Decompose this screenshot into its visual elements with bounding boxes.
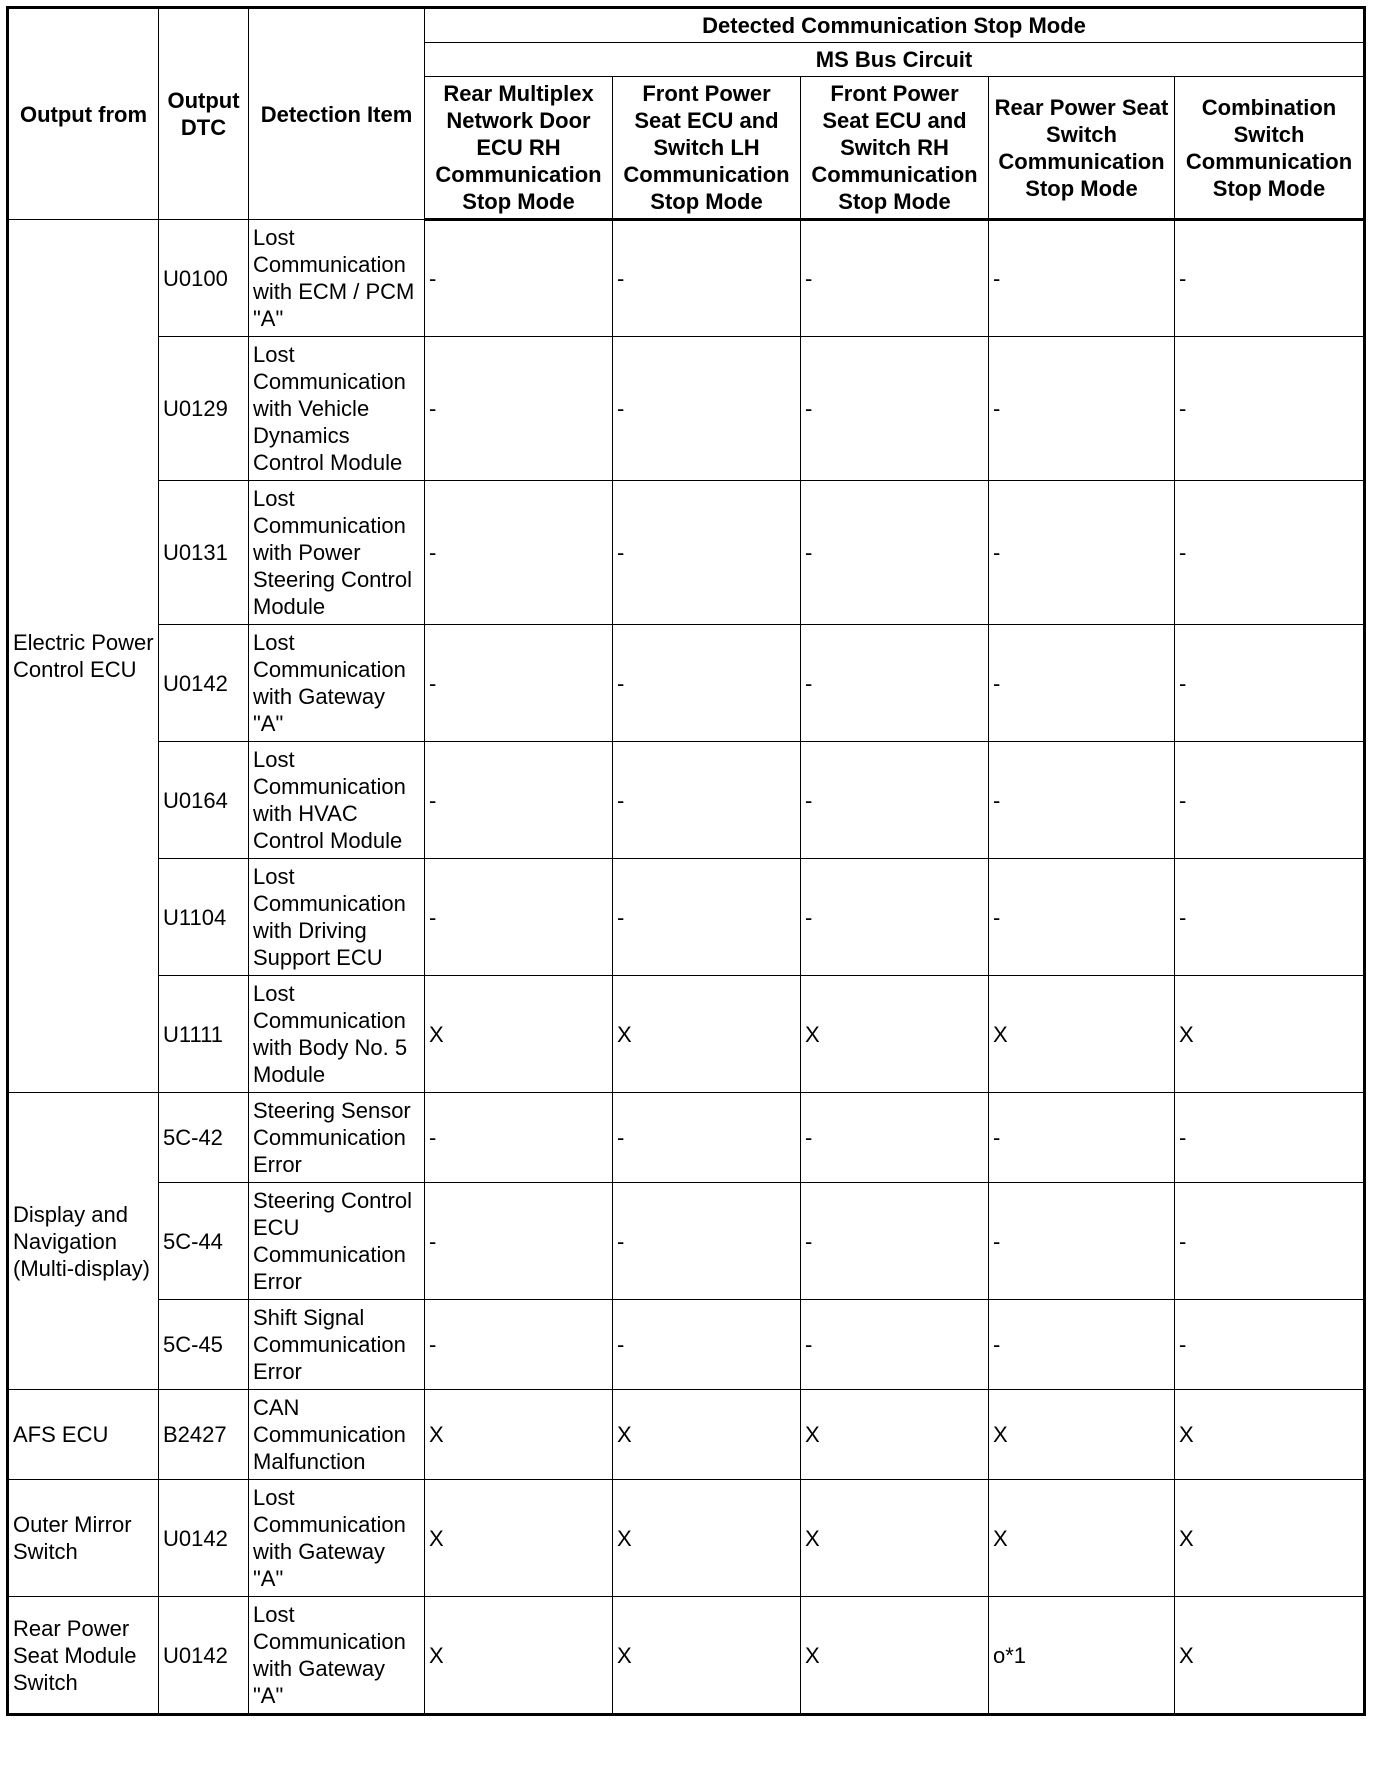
mode-value-cell: X bbox=[425, 1597, 613, 1715]
output-from-cell: Outer Mirror Switch bbox=[8, 1480, 159, 1597]
header-output-from: Output from bbox=[8, 8, 159, 220]
detection-item-cell: Lost Communication with ECM / PCM "A" bbox=[249, 220, 425, 337]
mode-value-cell: - bbox=[613, 337, 801, 481]
table-row bbox=[8, 1093, 1365, 1183]
mode-value-cell: X bbox=[989, 1480, 1175, 1597]
mode-value-cell: - bbox=[1175, 1300, 1365, 1390]
mode-value-cell: - bbox=[1175, 625, 1365, 742]
table-row bbox=[8, 859, 1365, 976]
mode-value-cell: - bbox=[989, 220, 1175, 337]
mode-value-cell: X bbox=[801, 1390, 989, 1480]
mode-value-cell: X bbox=[613, 1597, 801, 1715]
mode-value-cell: - bbox=[425, 1093, 613, 1183]
mode-value-cell: X bbox=[613, 1390, 801, 1480]
mode-value-cell: - bbox=[801, 1300, 989, 1390]
table-row bbox=[8, 220, 1365, 337]
mode-value-cell: o*1 bbox=[989, 1597, 1175, 1715]
detection-item-cell: Lost Communication with Gateway "A" bbox=[249, 1480, 425, 1597]
mode-value-cell: X bbox=[801, 1597, 989, 1715]
mode-value-cell: - bbox=[801, 220, 989, 337]
mode-value-cell: - bbox=[801, 1093, 989, 1183]
mode-value-cell: - bbox=[801, 625, 989, 742]
dtc-code-cell: U0129 bbox=[159, 337, 249, 481]
mode-value-cell: - bbox=[989, 742, 1175, 859]
dtc-code-cell: U0142 bbox=[159, 1597, 249, 1715]
mode-value-cell: - bbox=[613, 859, 801, 976]
mode-value-cell: - bbox=[425, 337, 613, 481]
mode-value-cell: X bbox=[801, 1480, 989, 1597]
mode-value-cell: - bbox=[425, 1183, 613, 1300]
dtc-communication-table bbox=[6, 6, 1366, 1716]
mode-value-cell: - bbox=[613, 1183, 801, 1300]
mode-value-cell: X bbox=[1175, 1597, 1365, 1715]
output-from-cell: Electric Power Control ECU bbox=[8, 220, 159, 1093]
mode-value-cell: - bbox=[425, 859, 613, 976]
mode-value-cell: - bbox=[1175, 742, 1365, 859]
table-row bbox=[8, 1480, 1365, 1597]
mode-value-cell: - bbox=[989, 1093, 1175, 1183]
table-row bbox=[8, 1597, 1365, 1715]
header-detected-mode: Detected Communication Stop Mode bbox=[425, 8, 1365, 43]
table-row bbox=[8, 1183, 1365, 1300]
detection-item-cell: Shift Signal Communication Error bbox=[249, 1300, 425, 1390]
detection-item-cell: Lost Communication with Body No. 5 Module bbox=[249, 976, 425, 1093]
mode-value-cell: - bbox=[801, 337, 989, 481]
header-column: Front Power Seat ECU and Switch RH Communication Stop Mode bbox=[801, 77, 989, 220]
dtc-code-cell: 5C-45 bbox=[159, 1300, 249, 1390]
table-row bbox=[8, 625, 1365, 742]
mode-value-cell: X bbox=[989, 1390, 1175, 1480]
dtc-code-cell: U0142 bbox=[159, 1480, 249, 1597]
mode-value-cell: X bbox=[1175, 1390, 1365, 1480]
mode-value-cell: X bbox=[1175, 976, 1365, 1093]
dtc-code-cell: U0164 bbox=[159, 742, 249, 859]
mode-value-cell: - bbox=[613, 481, 801, 625]
mode-value-cell: X bbox=[425, 1480, 613, 1597]
mode-value-cell: X bbox=[1175, 1480, 1365, 1597]
mode-value-cell: - bbox=[801, 1183, 989, 1300]
dtc-code-cell: U0100 bbox=[159, 220, 249, 337]
mode-value-cell: - bbox=[1175, 1183, 1365, 1300]
dtc-table-wrapper bbox=[6, 6, 1366, 1716]
mode-value-cell: - bbox=[1175, 859, 1365, 976]
mode-value-cell: - bbox=[989, 859, 1175, 976]
mode-value-cell: - bbox=[1175, 220, 1365, 337]
table-row bbox=[8, 337, 1365, 481]
table-row bbox=[8, 742, 1365, 859]
header-column: Front Power Seat ECU and Switch LH Communication Stop Mode bbox=[613, 77, 801, 220]
mode-value-cell: X bbox=[425, 976, 613, 1093]
mode-value-cell: - bbox=[1175, 481, 1365, 625]
detection-item-cell: Lost Communication with HVAC Control Module bbox=[249, 742, 425, 859]
mode-value-cell: - bbox=[989, 1183, 1175, 1300]
mode-value-cell: X bbox=[425, 1390, 613, 1480]
header-column: Rear Power Seat Switch Communication Stop Mode bbox=[989, 77, 1175, 220]
mode-value-cell: X bbox=[989, 976, 1175, 1093]
mode-value-cell: - bbox=[425, 1300, 613, 1390]
mode-value-cell: - bbox=[613, 1300, 801, 1390]
output-from-cell: Rear Power Seat Module Switch bbox=[8, 1597, 159, 1715]
table-row bbox=[8, 1300, 1365, 1390]
dtc-code-cell: U0131 bbox=[159, 481, 249, 625]
mode-value-cell: - bbox=[425, 220, 613, 337]
mode-value-cell: - bbox=[613, 625, 801, 742]
mode-value-cell: X bbox=[801, 976, 989, 1093]
detection-item-cell: Lost Communication with Driving Support ECU bbox=[249, 859, 425, 976]
mode-value-cell: - bbox=[1175, 337, 1365, 481]
mode-value-cell: - bbox=[425, 625, 613, 742]
mode-value-cell: - bbox=[801, 742, 989, 859]
mode-value-cell: - bbox=[613, 1093, 801, 1183]
detection-item-cell: Steering Control ECU Communication Error bbox=[249, 1183, 425, 1300]
dtc-code-cell: U1104 bbox=[159, 859, 249, 976]
mode-value-cell: - bbox=[425, 742, 613, 859]
output-from-cell: AFS ECU bbox=[8, 1390, 159, 1480]
detection-item-cell: Steering Sensor Communication Error bbox=[249, 1093, 425, 1183]
mode-value-cell: - bbox=[989, 481, 1175, 625]
mode-value-cell: - bbox=[1175, 1093, 1365, 1183]
mode-value-cell: - bbox=[425, 481, 613, 625]
dtc-code-cell: B2427 bbox=[159, 1390, 249, 1480]
detection-item-cell: Lost Communication with Vehicle Dynamics Control Module bbox=[249, 337, 425, 481]
header-bus-circuit: MS Bus Circuit bbox=[425, 43, 1365, 77]
mode-value-cell: - bbox=[801, 481, 989, 625]
table-row bbox=[8, 1390, 1365, 1480]
detection-item-cell: CAN Communication Malfunction bbox=[249, 1390, 425, 1480]
mode-value-cell: - bbox=[613, 220, 801, 337]
header-detection-item: Detection Item bbox=[249, 8, 425, 220]
mode-value-cell: X bbox=[613, 1480, 801, 1597]
mode-value-cell: - bbox=[613, 742, 801, 859]
detection-item-cell: Lost Communication with Gateway "A" bbox=[249, 1597, 425, 1715]
header-output-dtc: Output DTC bbox=[159, 8, 249, 220]
mode-value-cell: X bbox=[613, 976, 801, 1093]
detection-item-cell: Lost Communication with Power Steering Control Module bbox=[249, 481, 425, 625]
mode-value-cell: - bbox=[989, 625, 1175, 742]
dtc-code-cell: 5C-44 bbox=[159, 1183, 249, 1300]
dtc-code-cell: 5C-42 bbox=[159, 1093, 249, 1183]
detection-item-cell: Lost Communication with Gateway "A" bbox=[249, 625, 425, 742]
dtc-code-cell: U1111 bbox=[159, 976, 249, 1093]
table-row bbox=[8, 976, 1365, 1093]
header-column: Rear Multiplex Network Door ECU RH Communication Stop Mode bbox=[425, 77, 613, 220]
mode-value-cell: - bbox=[801, 859, 989, 976]
table-row bbox=[8, 481, 1365, 625]
output-from-cell: Display and Navigation (Multi-display) bbox=[8, 1093, 159, 1390]
mode-value-cell: - bbox=[989, 337, 1175, 481]
dtc-code-cell: U0142 bbox=[159, 625, 249, 742]
header-column: Combination Switch Communication Stop Mode bbox=[1175, 77, 1365, 220]
mode-value-cell: - bbox=[989, 1300, 1175, 1390]
